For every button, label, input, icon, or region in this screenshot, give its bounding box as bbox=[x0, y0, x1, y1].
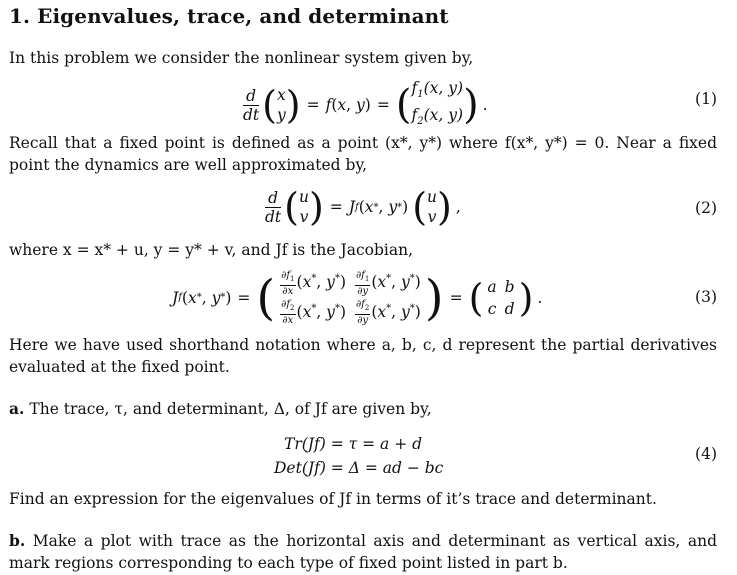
equation-4 bbox=[9, 430, 717, 480]
part-a-label: a. bbox=[9, 399, 25, 418]
recall-paragraph: Recall that a fixed point is defined as a point (x*, y*) where f(x*, y*) = 0. Near a fixed point the dynamics are well approximated by, bbox=[9, 134, 717, 174]
equation-1-body: $\frac{d}{dt}$ ( x y ) = f ( x , y ) = ( $f_1(x$, y) $f_2(x$, y) ) . bbox=[243, 79, 488, 129]
part-b-text: Make a plot with trace as the horizontal axis and determinant as vertical axis, and mark regions corresponding to each type of fixed point listed in part b. bbox=[9, 532, 717, 572]
find-paragraph: Find an expression for the eigenvalues of Jf in terms of it’s trace and determinant. bbox=[9, 490, 657, 508]
part-b-label: b. bbox=[9, 531, 26, 550]
equation-3 bbox=[9, 266, 717, 326]
equation-4-trace: Tr(Jf) = τ = a + d bbox=[284, 435, 423, 453]
equation-3-body: J f ( x * , y * ) = ( $\frac{\partial f_1}{\partial x}$ (x*, y*) $\frac{\partial f_1}{\partial y}$ (x*, y*) $\frac{\partial f_2}{\partial x}$ (x*, y*) $\frac{\partial f_2}{\partial y}$ (x*, y*) ) = ( a b c d ) . bbox=[172, 269, 543, 327]
equation-1-number: (1) bbox=[695, 90, 717, 108]
equation-4-determinant: Det(Jf) = Δ = ad − bc bbox=[274, 459, 444, 477]
equation-2-number: (2) bbox=[695, 199, 717, 217]
part-a-paragraph bbox=[9, 398, 717, 420]
equation-2-body: $\frac{d}{dt}$ ( u v ) = J f ( x * , y * ) ( u v ) , bbox=[265, 185, 461, 229]
part-b-paragraph bbox=[9, 530, 717, 574]
shorthand-paragraph: Here we have used shorthand notation where a, b, c, d represent the partial derivatives evaluated at the fixed point. bbox=[9, 336, 717, 376]
where-paragraph: where x = x* + u, y = y* + v, and Jf is the Jacobian, bbox=[9, 241, 413, 259]
section-title: 1. Eigenvalues, trace, and determinant bbox=[9, 4, 449, 28]
equation-1 bbox=[9, 76, 717, 128]
intro-paragraph: In this problem we consider the nonlinear system given by, bbox=[9, 49, 474, 67]
equation-3-number: (3) bbox=[695, 288, 717, 306]
equation-4-number: (4) bbox=[695, 445, 717, 463]
part-a-text: The trace, τ, and determinant, Δ, of Jf are given by, bbox=[29, 400, 432, 418]
equation-2 bbox=[9, 183, 717, 235]
